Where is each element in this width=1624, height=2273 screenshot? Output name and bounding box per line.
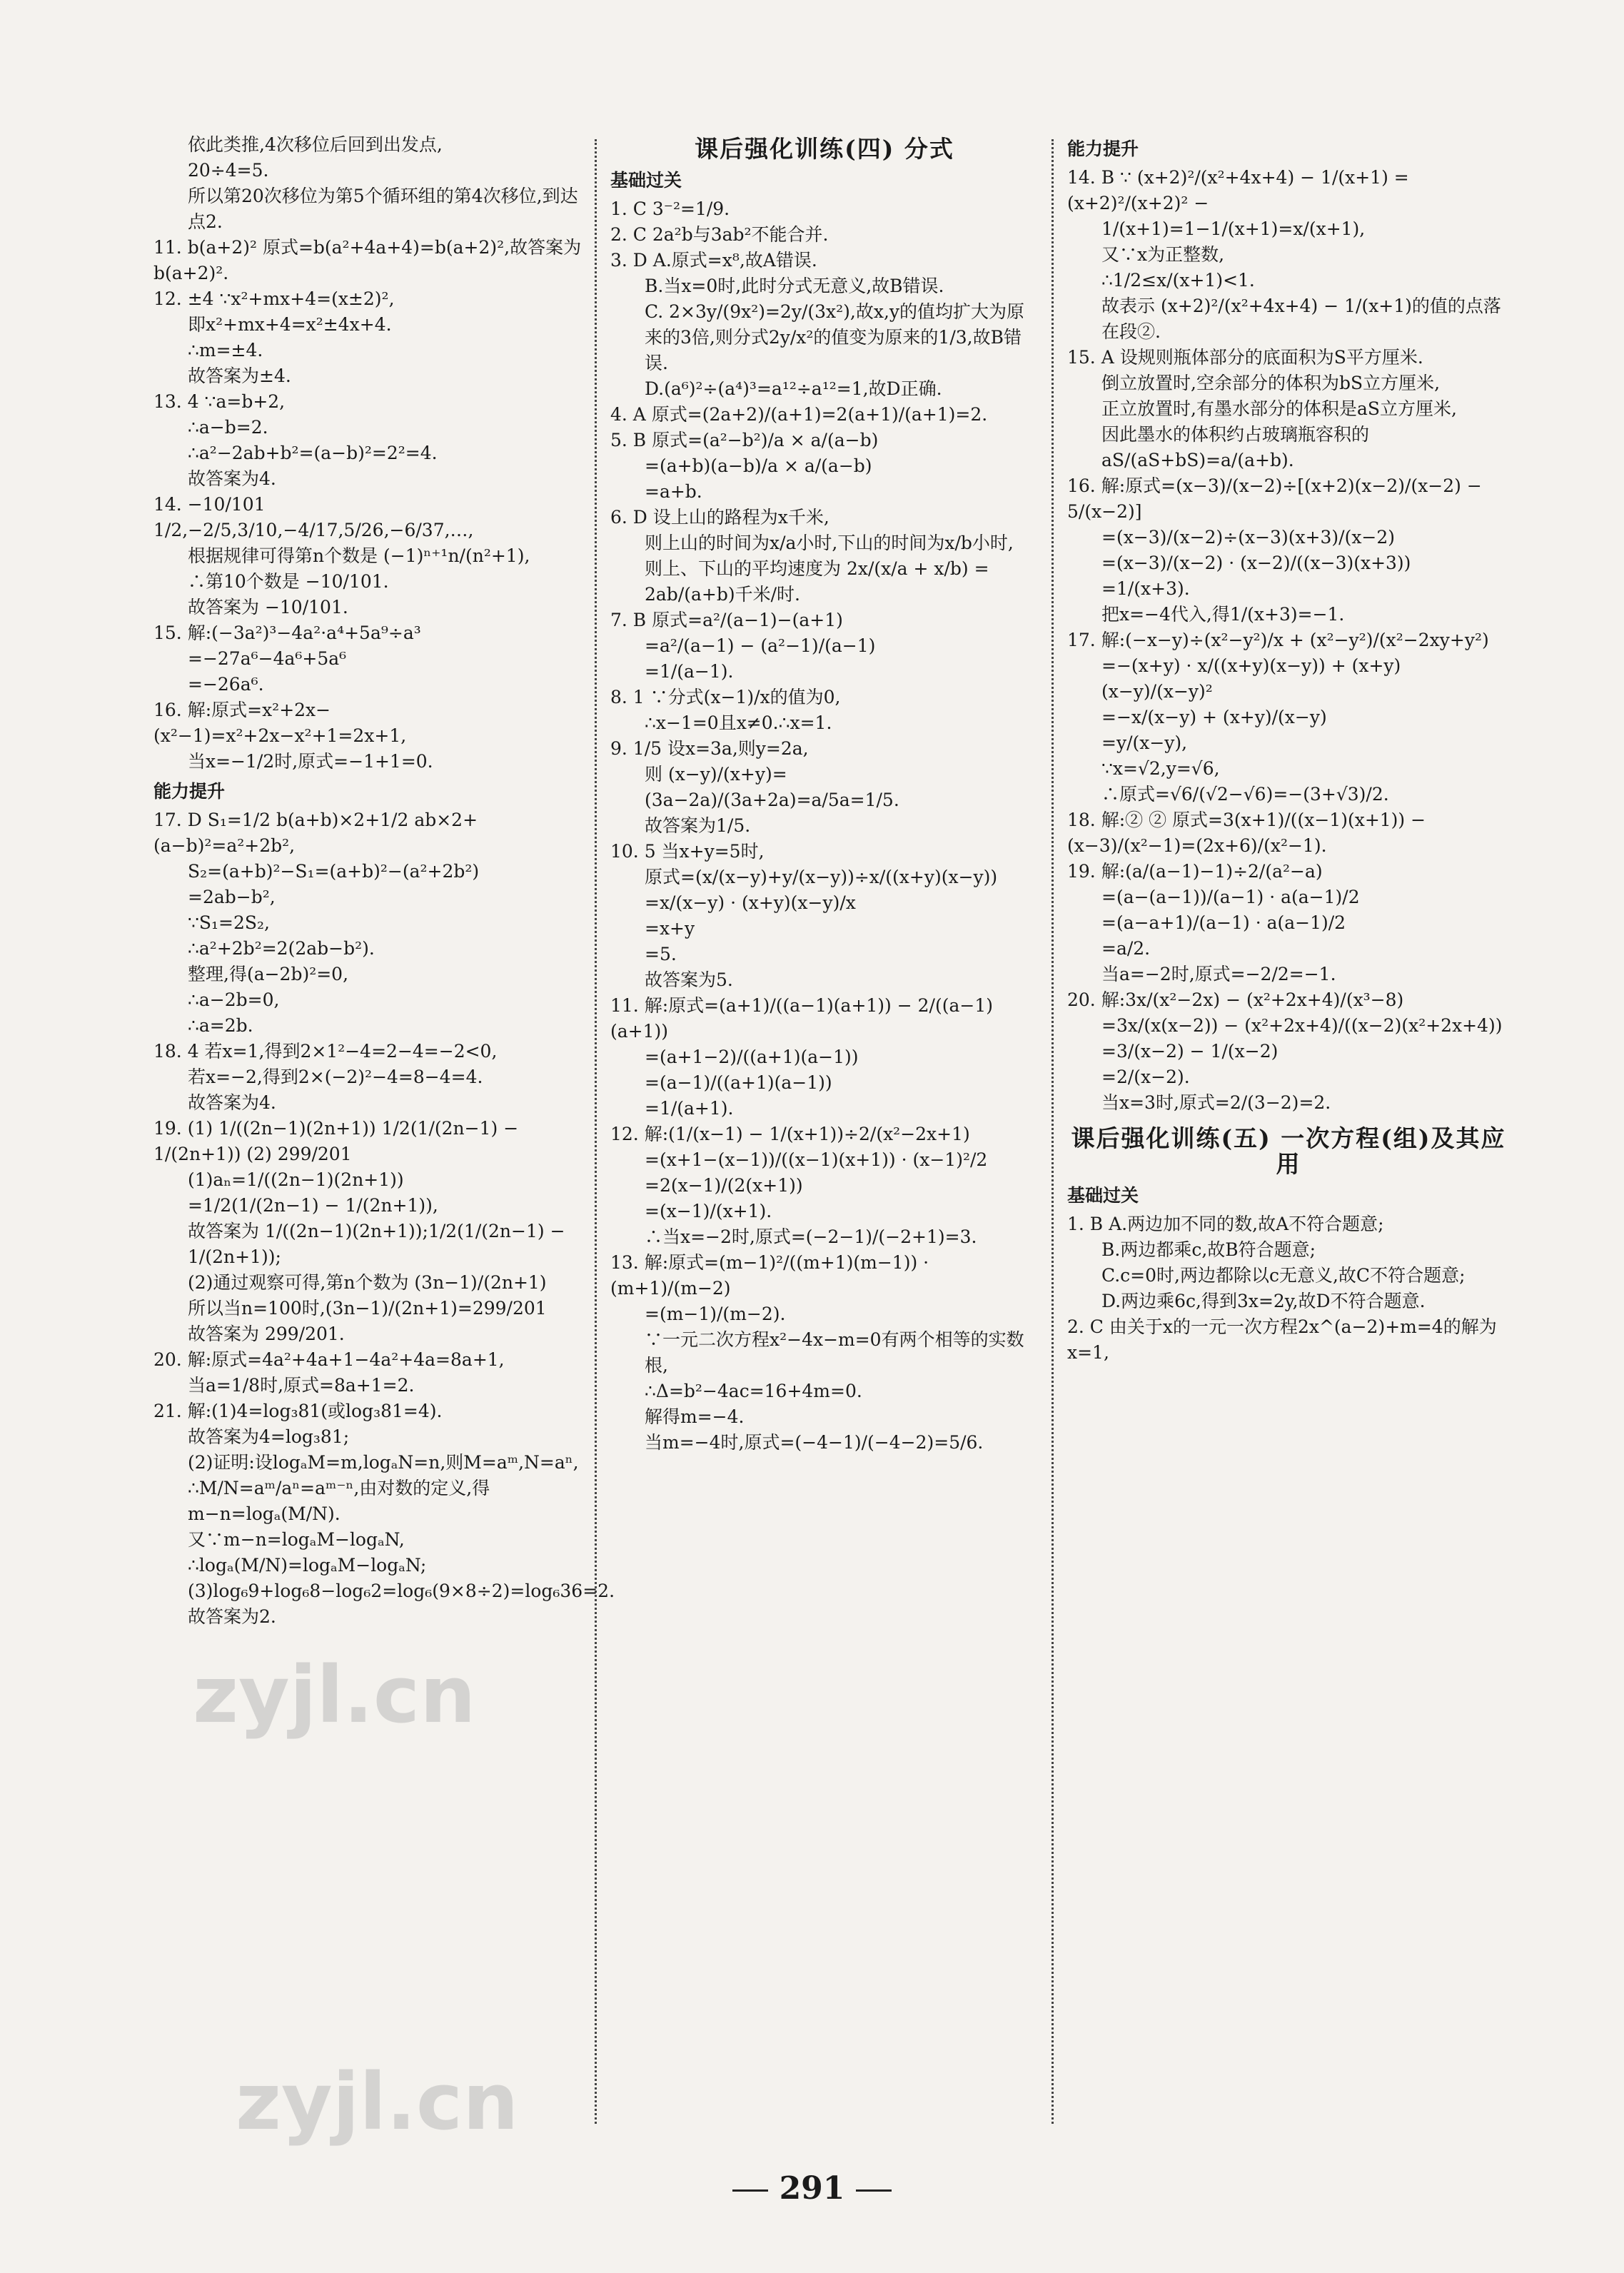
answer-item: 15. 解:(−3a²)³−4a²·a⁴+5a⁹÷a³ <box>153 623 421 643</box>
answer-item: 3. D A.原式=x⁸,故A错误. <box>610 250 817 271</box>
answer-line: ∴当x=−2时,原式=(−2−1)/(−2+1)=3. <box>645 1226 977 1247</box>
answer-line: =(a−a+1)/(a−1) · a(a−1)/2 <box>1101 912 1346 933</box>
answer-item: 16. 解:原式=x²+2x−(x²−1)=x²+2x−x²+1=2x+1, <box>153 700 407 746</box>
answer-line: 故答案为2. <box>188 1606 276 1627</box>
answer-line: =3x/(x(x−2)) − (x²+2x+4)/((x−2)(x²+2x+4)) <box>1101 1015 1503 1036</box>
answer-line: D.(a⁶)²÷(a⁴)³=a¹²÷a¹²=1,故D正确. <box>645 378 942 399</box>
answer-line: S₂=(a+b)²−S₁=(a+b)²−(a²+2b²) <box>188 861 480 882</box>
answer-line: =1/(x+3). <box>1101 578 1190 599</box>
subsection-heading: 能力提升 <box>1067 138 1139 159</box>
column-divider <box>595 139 597 2124</box>
answer-line: 所以第20次移位为第5个循环组的第4次移位,到达点2. <box>188 186 578 232</box>
answer-item: 17. 解:(−x−y)÷(x²−y²)/x + (x²−y²)/(x²−2xy+y²) <box>1067 630 1489 650</box>
column-divider <box>1051 139 1054 2124</box>
section-title: 课后强化训练(五) 一次方程(组)及其应用 <box>1071 1124 1506 1178</box>
answer-item: 7. B 原式=a²/(a−1)−(a+1) <box>610 610 843 630</box>
answer-line: 倒立放置时,空余部分的体积为bS立方厘米, <box>1101 373 1441 393</box>
answer-line: 因此墨水的体积约占玻璃瓶容积的 aS/(aS+bS)=a/(a+b). <box>1101 424 1370 470</box>
answer-line: =(m−1)/(m−2). <box>645 1304 786 1324</box>
answer-line: =3/(x−2) − 1/(x−2) <box>1101 1041 1278 1062</box>
page-number: 291 <box>779 2170 845 2207</box>
answer-line: ∴a−b=2. <box>188 417 268 438</box>
answer-item: 9. 1/5 设x=3a,则y=2a, <box>610 738 809 759</box>
answer-item: 13. 4 ∵a=b+2, <box>153 391 286 412</box>
answer-line: =(a+b)(a−b)/a × a/(a−b) <box>645 455 872 476</box>
answer-line: =−x/(x−y) + (x+y)/(x−y) <box>1101 707 1327 727</box>
answer-line: =y/(x−y), <box>1101 732 1188 753</box>
answer-line: ∵x=√2,y=√6, <box>1101 758 1220 779</box>
answer-line: C.c=0时,两边都除以c无意义,故C不符合题意; <box>1101 1265 1466 1286</box>
answer-line: 依此类推,4次移位后回到出发点, <box>188 134 443 155</box>
answer-line: (2)证明:设logₐM=m,logₐN=n,则M=aᵐ,N=aⁿ, <box>188 1452 579 1473</box>
column-middle <box>610 132 1039 1456</box>
answer-line: ∴logₐ(M/N)=logₐM−logₐN; <box>188 1555 427 1576</box>
answer-line: =(x−3)/(x−2) · (x−2)/((x−3)(x+3)) <box>1101 553 1411 573</box>
answer-line: =−(x+y) · x/((x+y)(x−y)) + (x+y)(x−y)/(x−y)² <box>1101 655 1401 702</box>
answer-line: 所以当n=100时,(3n−1)/(2n+1)=299/201 <box>188 1298 547 1319</box>
answer-line: 整理,得(a−2b)²=0, <box>188 964 349 984</box>
answer-line: 故表示 (x+2)²/(x²+4x+4) − 1/(x+1)的值的点落在段②. <box>1101 296 1501 342</box>
answer-line: B.两边都乘c,故B符合题意; <box>1101 1239 1316 1260</box>
answer-line: ∴a−2b=0, <box>188 989 280 1010</box>
answer-item: 2. C 由关于x的一元一次方程2x^(a−2)+m=4的解为x=1, <box>1067 1316 1497 1363</box>
answer-line: 根据规律可得第n个数是 (−1)ⁿ⁺¹n/(n²+1), <box>188 545 530 566</box>
answer-line: 故答案为5. <box>645 969 733 990</box>
answer-line: =−27a⁶−4a⁶+5a⁶ <box>188 648 347 669</box>
answer-line: =(a−(a−1))/(a−1) · a(a−1)/2 <box>1101 887 1360 907</box>
answer-line: ∴x−1=0且x≠0.∴x=1. <box>645 712 832 733</box>
answer-item: 19. 解:(a/(a−1)−1)÷2/(a²−a) <box>1067 861 1323 882</box>
answer-line: 20÷4=5. <box>188 160 269 181</box>
answer-item: 11. b(a+2)² 原式=b(a²+4a+4)=b(a+2)²,故答案为b(a+2)². <box>153 237 582 283</box>
answer-item: 5. B 原式=(a²−b²)/a × a/(a−b) <box>610 430 879 450</box>
answer-line: 当a=−2时,原式=−2/2=−1. <box>1101 964 1336 984</box>
answer-line: 则上山的时间为x/a小时,下山的时间为x/b小时, <box>645 533 1014 553</box>
answer-item: 14. −10/101 1/2,−2/5,3/10,−4/17,5/26,−6/37,…, <box>153 494 474 540</box>
answer-line: 故答案为4. <box>188 468 276 489</box>
answer-item: 4. A 原式=(2a+2)/(a+1)=2(a+1)/(a+1)=2. <box>610 404 988 425</box>
answer-line: 当x=−1/2时,原式=−1+1=0. <box>188 751 433 772</box>
answer-line: 故答案为 −10/101. <box>188 597 348 618</box>
answer-line: 正立放置时,有墨水部分的体积是aS立方厘米, <box>1101 398 1457 419</box>
answer-line: 又∵m−n=logₐM−logₐN, <box>188 1529 405 1550</box>
watermark: zyjl.cn <box>236 2056 519 2147</box>
answer-line: =2ab−b², <box>188 887 276 907</box>
answer-line: 故答案为 1/((2n−1)(2n+1));1/2(1/(2n−1) − 1/(2n+1)); <box>188 1221 565 1267</box>
answer-item: 16. 解:原式=(x−3)/(x−2)÷[(x+2)(x−2)/(x−2) − 5/(x−2)] <box>1067 475 1482 522</box>
answer-line: 原式=(x/(x−y)+y/(x−y))÷x/((x+y)(x−y)) <box>645 867 998 887</box>
answer-line: 把x=−4代入,得1/(x+3)=−1. <box>1101 604 1345 625</box>
answer-line: (1)aₙ=1/((2n−1)(2n+1)) <box>188 1169 404 1190</box>
answer-line: 则上、下山的平均速度为 2x/(x/a + x/b) = 2ab/(a+b)千米/时. <box>645 558 989 605</box>
answer-item: 1. C 3⁻²=1/9. <box>610 198 730 219</box>
answer-item: 11. 解:原式=(a+1)/((a−1)(a+1)) − 2/((a−1)(a+1)) <box>610 995 993 1042</box>
answer-item: 17. D S₁=1/2 b(a+b)×2+1/2 ab×2+(a−b)²=a²+2b², <box>153 810 478 856</box>
answer-line: =a²/(a−1) − (a²−1)/(a−1) <box>645 635 876 656</box>
answer-line: ∴a=2b. <box>188 1015 253 1036</box>
answer-item: 8. 1 ∵分式(x−1)/x的值为0, <box>610 687 841 707</box>
answer-line: =(x−1)/(x+1). <box>645 1201 772 1221</box>
answer-line: =a/2. <box>1101 938 1151 959</box>
answer-line: 故答案为 299/201. <box>188 1324 345 1344</box>
answer-line: =x/(x−y) · (x+y)(x−y)/x <box>645 892 856 913</box>
answer-line: 又∵x为正整数, <box>1101 244 1225 265</box>
answer-line: 故答案为4. <box>188 1092 276 1113</box>
watermark: zyjl.cn <box>193 1649 476 1740</box>
answer-line: =1/(a−1). <box>645 661 734 682</box>
answer-line: ∴a²−2ab+b²=(a−b)²=2²=4. <box>188 443 438 463</box>
answer-line: =(x−3)/(x−2)÷(x−3)(x+3)/(x−2) <box>1101 527 1396 548</box>
answer-line: ∵一元二次方程x²−4x−m=0有两个相等的实数根, <box>645 1329 1024 1376</box>
answer-line: 若x=−2,得到2×(−2)²−4=8−4=4. <box>188 1067 483 1087</box>
answer-line: =−26a⁶. <box>188 674 264 695</box>
answer-item: 18. 4 若x=1,得到2×1²−4=2−4=−2<0, <box>153 1041 498 1062</box>
answer-line: 当a=1/8时,原式=8a+1=2. <box>188 1375 415 1396</box>
answer-line: B.当x=0时,此时分式无意义,故B错误. <box>645 276 944 296</box>
answer-line: =a+b. <box>645 481 702 502</box>
subsection-heading: 能力提升 <box>153 781 226 802</box>
answer-item: 13. 解:原式=(m−1)²/((m+1)(m−1)) · (m+1)/(m−2) <box>610 1252 929 1299</box>
answer-item: 20. 解:原式=4a²+4a+1−4a²+4a=8a+1, <box>153 1349 505 1370</box>
answer-item: 12. 解:(1/(x−1) − 1/(x+1))÷2/(x²−2x+1) <box>610 1124 970 1144</box>
answer-line: m−n=logₐ(M/N). <box>188 1503 341 1524</box>
answer-item: 2. C 2a²b与3ab²不能合并. <box>610 224 829 245</box>
answer-item: 20. 解:3x/(x²−2x) − (x²+2x+4)/(x³−8) <box>1067 989 1404 1010</box>
answer-line: =(a−1)/((a+1)(a−1)) <box>645 1072 832 1093</box>
answer-item: 12. ±4 ∵x²+mx+4=(x±2)², <box>153 288 395 309</box>
answer-line: (2)通过观察可得,第n个数为 (3n−1)/(2n+1) <box>188 1272 547 1293</box>
answer-item: 15. A 设规则瓶体部分的底面积为S平方厘米. <box>1067 347 1423 368</box>
answer-line: 故答案为4=log₃81; <box>188 1426 350 1447</box>
answer-line: ∵S₁=2S₂, <box>188 912 271 933</box>
answer-line: 则 (x−y)/(x+y)=(3a−2a)/(3a+2a)=a/5a=1/5. <box>645 764 899 810</box>
column-left <box>153 132 615 1630</box>
footer-dash <box>732 2189 768 2192</box>
answer-line: 当x=3时,原式=2/(3−2)=2. <box>1101 1092 1331 1113</box>
answer-line: (3)log₆9+log₆8−log₆2=log₆(9×8÷2)=log₆36=2. <box>188 1581 615 1601</box>
answer-line: =5. <box>645 944 677 964</box>
section-title: 课后强化训练(四) 分式 <box>695 135 954 163</box>
answer-line: 即x²+mx+4=x²±4x+4. <box>188 314 392 335</box>
answer-item: 14. B ∵ (x+2)²/(x²+4x+4) − 1/(x+1) = (x+2)²/(x+2)² − <box>1067 167 1409 213</box>
answer-line: C. 2×3y/(9x²)=2y/(3x²),故x,y的值均扩大为原来的3倍,则分式2y/x²的值变为原来的1/3,故B错误. <box>645 301 1025 373</box>
answer-line: 解得m=−4. <box>645 1406 745 1427</box>
answer-line: =2(x−1)/(2(x+1)) <box>645 1175 803 1196</box>
answer-line: =x+y <box>645 918 695 939</box>
answer-line: ∴Δ=b²−4ac=16+4m=0. <box>645 1381 862 1401</box>
answer-line: =(x+1−(x−1))/((x−1)(x+1)) · (x−1)²/2 <box>645 1149 988 1170</box>
answer-item: 6. D 设上山的路程为x千米, <box>610 507 829 528</box>
answer-item: 1. B A.两边加不同的数,故A不符合题意; <box>1067 1214 1384 1234</box>
answer-line: ∴第10个数是 −10/101. <box>188 571 389 592</box>
answer-line: 故答案为1/5. <box>645 815 751 836</box>
answer-line: 当m=−4时,原式=(−4−1)/(−4−2)=5/6. <box>645 1432 984 1453</box>
answer-item: 18. 解:② ② 原式=3(x+1)/((x−1)(x+1)) − (x−3)/(x²−1)=(2x+6)/(x²−1). <box>1067 810 1426 856</box>
column-right <box>1067 132 1510 1366</box>
answer-line: =(a+1−2)/((a+1)(a−1)) <box>645 1047 859 1067</box>
footer-dash <box>856 2189 892 2192</box>
answer-line: ∴a²+2b²=2(2ab−b²). <box>188 938 375 959</box>
answer-item: 10. 5 当x+y=5时, <box>610 841 765 862</box>
answer-line: =2/(x−2). <box>1101 1067 1190 1087</box>
page-footer <box>0 2170 1624 2207</box>
answer-line: D.两边乘6c,得到3x=2y,故D不符合题意. <box>1101 1291 1426 1311</box>
answer-line: 1/(x+1)=1−1/(x+1)=x/(x+1), <box>1101 218 1366 239</box>
answer-line: =1/2(1/(2n−1) − 1/(2n+1)), <box>188 1195 438 1216</box>
answer-item: 19. (1) 1/((2n−1)(2n+1)) 1/2(1/(2n−1) − 1/(2n+1)) (2) 299/201 <box>153 1118 519 1164</box>
subsection-heading: 基础过关 <box>610 170 682 191</box>
answer-item: 21. 解:(1)4=log₃81(或log₃81=4). <box>153 1401 443 1421</box>
answer-line: ∴m=±4. <box>188 340 263 361</box>
subsection-heading: 基础过关 <box>1067 1185 1139 1206</box>
answer-line: ∴原式=√6/(√2−√6)=−(3+√3)/2. <box>1101 784 1389 805</box>
answer-line: ∴1/2≤x/(x+1)<1. <box>1101 270 1255 291</box>
answer-line: ∴M/N=aᵐ/aⁿ=aᵐ⁻ⁿ,由对数的定义,得 <box>188 1478 490 1498</box>
answer-line: =1/(a+1). <box>645 1098 734 1119</box>
answer-line: 故答案为±4. <box>188 366 291 386</box>
